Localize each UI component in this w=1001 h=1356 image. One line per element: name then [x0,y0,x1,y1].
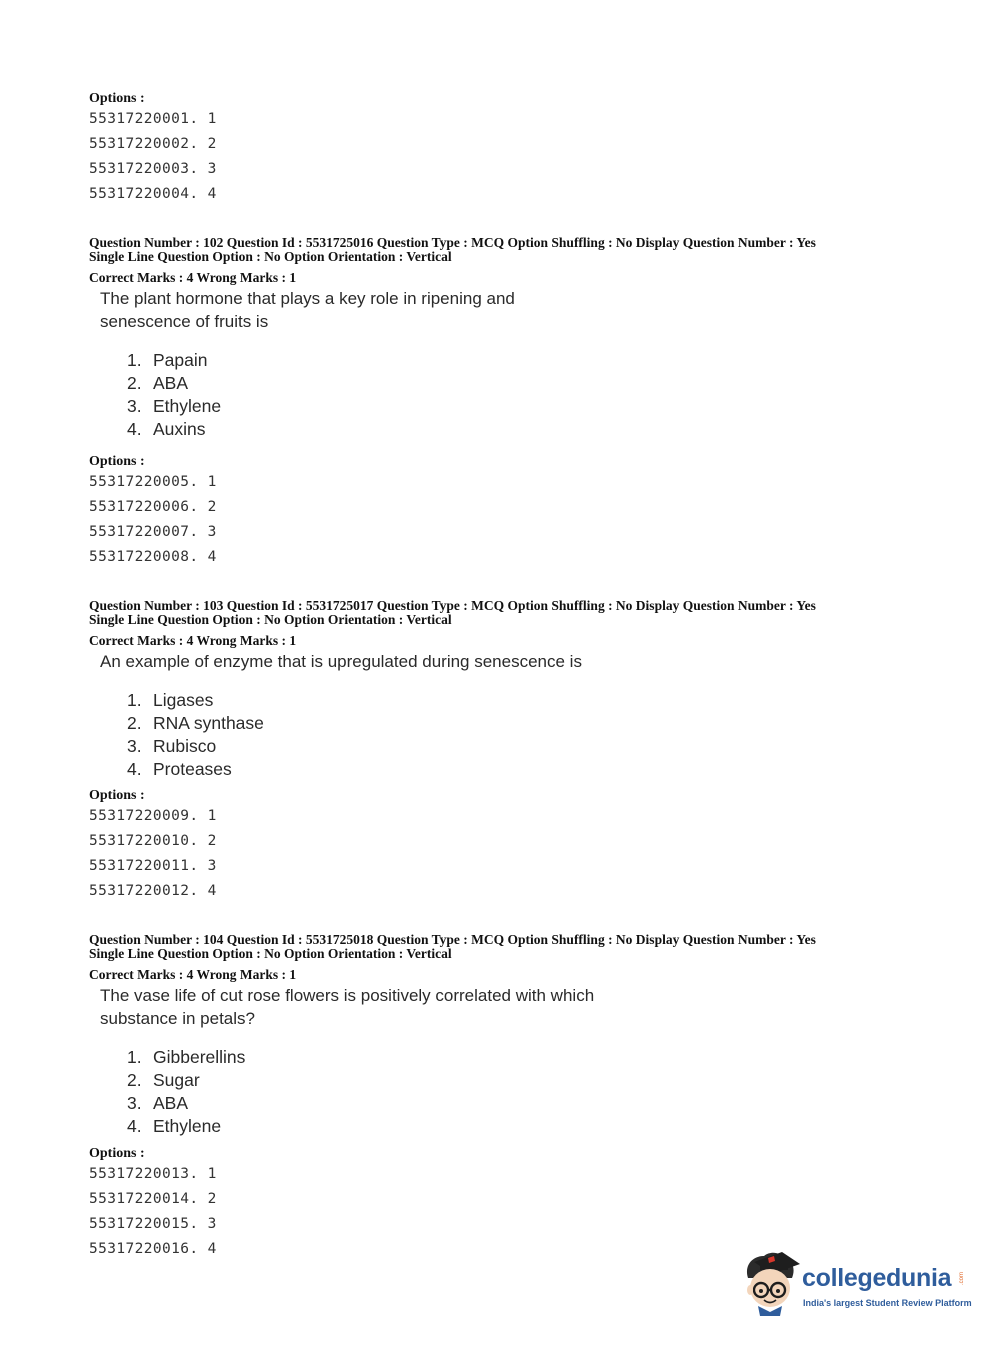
answer-choice: 3. ABA [127,1093,189,1113]
collegedunia-logo [740,1248,970,1318]
options-label: Options : [89,454,145,469]
question-text: senescence of fruits is [100,312,269,331]
answer-choice: 3. Rubisco [127,736,217,756]
option-code: 55317220001. 1 [89,111,217,127]
option-code: 55317220010. 2 [89,833,217,849]
answer-choice: 3. Ethylene [127,396,222,416]
question-text: The plant hormone that plays a key role in ripening and [100,289,515,308]
answer-choice: 1. Papain [127,350,208,370]
question-meta-orientation: Single Line Question Option : No Option Orientation : Vertical [89,612,452,627]
answer-choice: 2. ABA [127,373,189,393]
answer-choice: 2. RNA synthase [127,713,264,733]
answer-choice: 4. Ethylene [127,1116,222,1136]
option-code: 55317220011. 3 [89,858,217,874]
options-label: Options : [89,788,145,803]
question-text: The vase life of cut rose flowers is positively correlated with which [100,986,595,1005]
logo-tagline: India's largest Student Review Platform [803,1298,972,1308]
options-label: Options : [89,91,145,106]
option-code: 55317220016. 4 [89,1241,217,1257]
question-meta: Question Number : 103 Question Id : 5531725017 Question Type : MCQ Option Shuffling : No Display Question Number : Yes [89,598,816,613]
option-code: 55317220008. 4 [89,549,217,565]
answer-choice: 1. Ligases [127,690,214,710]
question-text: An example of enzyme that is upregulated during senescence is [100,652,582,671]
answer-choice: 1. Gibberellins [127,1047,246,1067]
question-meta-orientation: Single Line Question Option : No Option Orientation : Vertical [89,946,452,961]
option-code: 55317220005. 1 [89,474,217,490]
option-code: 55317220003. 3 [89,161,217,177]
logo-suffix: .com [959,1272,965,1286]
option-code: 55317220006. 2 [89,499,217,515]
answer-choice: 2. Sugar [127,1070,200,1090]
option-code: 55317220004. 4 [89,186,217,202]
option-code: 55317220007. 3 [89,524,217,540]
question-marks: Correct Marks : 4 Wrong Marks : 1 [89,633,297,648]
student-mascot-icon [740,1248,802,1318]
option-code: 55317220014. 2 [89,1191,217,1207]
answer-choice: 4. Proteases [127,759,232,779]
question-meta: Question Number : 104 Question Id : 5531725018 Question Type : MCQ Option Shuffling : No Display Question Number : Yes [89,932,816,947]
question-meta: Question Number : 102 Question Id : 5531725016 Question Type : MCQ Option Shuffling : No Display Question Number : Yes [89,235,816,250]
question-marks: Correct Marks : 4 Wrong Marks : 1 [89,967,297,982]
question-text: substance in petals? [100,1009,255,1028]
option-code: 55317220002. 2 [89,136,217,152]
logo-wordmark: collegedunia [802,1264,952,1292]
option-code: 55317220013. 1 [89,1166,217,1182]
option-code: 55317220009. 1 [89,808,217,824]
option-code: 55317220015. 3 [89,1216,217,1232]
options-label: Options : [89,1146,145,1161]
option-code: 55317220012. 4 [89,883,217,899]
question-meta-orientation: Single Line Question Option : No Option Orientation : Vertical [89,249,452,264]
answer-choice: 4. Auxins [127,419,206,439]
question-marks: Correct Marks : 4 Wrong Marks : 1 [89,270,297,285]
